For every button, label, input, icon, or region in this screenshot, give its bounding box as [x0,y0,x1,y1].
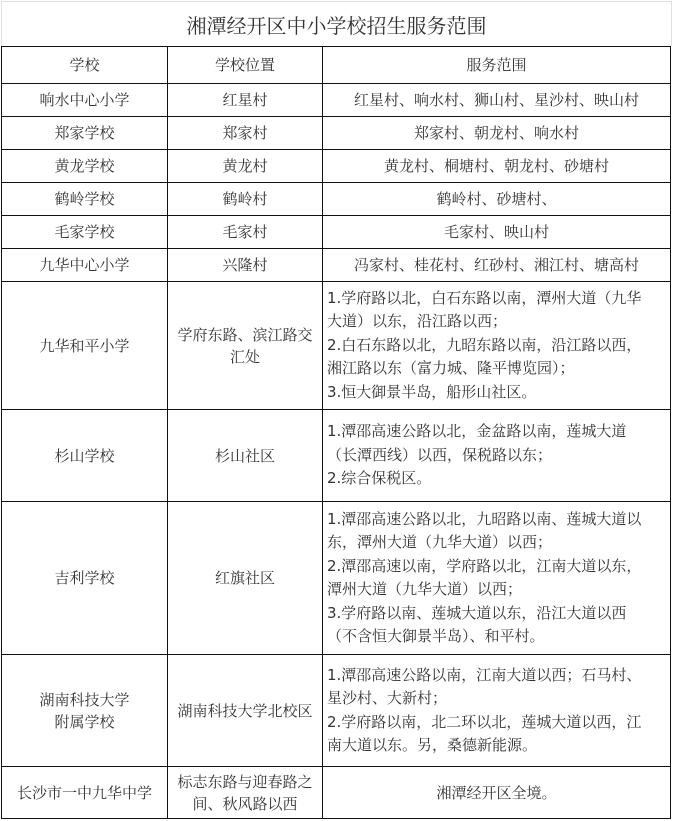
service-scope [323,502,671,655]
header-location: 学校位置 [168,47,323,84]
school-location: 杉山社区 [168,410,323,502]
school-location: 湖南科技大学北校区 [168,655,323,767]
table-row [2,216,671,249]
school-location: 兴隆村 [168,249,323,282]
school-name: 郑家学校 [2,117,168,150]
school-location: 鹤岭村 [168,183,323,216]
service-scope [323,410,671,502]
document-title: 湘潭经开区中小学校招生服务范围 [1,1,672,46]
scope-line: 湘江路以东（富力城、隆平博览园）； [327,359,575,378]
table-row [2,249,671,282]
service-scope: 冯家村、桂花村、红砂村、湘江村、塘高村 [323,249,671,282]
table-row [2,282,671,410]
scope-line: 2.学府路以南，北二环以北，莲城大道以西，江 [327,712,642,731]
scope-line: 2.潭邵高速以南，学府路以北，江南大道以东， [327,556,642,575]
service-scope: 黄龙村、桐塘村、朝龙村、砂塘村 [323,150,671,183]
scope-line: 东，潭州大道（九华大道）以西； [327,533,553,551]
service-scope: 湘潭经开区全境。 [323,767,671,819]
school-name: 鹤岭学校 [2,183,168,216]
school-location: 郑家村 [168,117,323,150]
service-scope [323,282,671,410]
table-row [2,84,671,117]
table-row [2,767,671,819]
header-school: 学校 [2,47,168,84]
school-name [2,655,168,767]
scope-line: 3.学府路以南、莲城大道以东，沿江大道以西 [327,603,627,622]
scope-line: 2.白石东路以北，九昭东路以南，沿江路以西， [327,335,642,354]
school-name-line: 附属学校 [54,712,115,731]
table-row [2,183,671,216]
service-scope: 鹤岭村、砂塘村、 [323,183,671,216]
service-scope: 郑家村、朝龙村、响水村 [323,117,671,150]
school-name: 黄龙学校 [2,150,168,183]
table-row [2,150,671,183]
scope-line: 2.综合保税区。 [327,469,432,488]
scope-line: 1.潭邵高速公路以北，金盆路以南，莲城大道 [327,422,627,441]
scope-line: 南大道以东。另，桑德新能源。 [327,736,538,754]
school-location: 红旗社区 [168,502,323,655]
table-header-row [2,47,671,84]
location-line: 间、秋风路以西 [192,794,298,813]
scope-line: 1.潭邵高速公路以北，九昭路以南、莲城大道以 [327,509,642,528]
scope-line: （长潭西线）以西，保税路以东； [327,445,553,464]
school-location: 学府东路、滨江路交汇处 [168,282,323,410]
school-name: 响水中心小学 [2,84,168,117]
scope-line: 大道）以东，沿江路以西； [327,312,508,331]
scope-line: 3.恒大御景半岛，船形山社区。 [327,382,537,401]
scope-line: 潭州大道（九华大道）以西； [327,580,523,598]
school-name: 吉利学校 [2,502,168,655]
service-scope [323,655,671,767]
table-row [2,410,671,502]
table-row [2,655,671,767]
school-name: 杉山学校 [2,410,168,502]
school-location: 黄龙村 [168,150,323,183]
enrollment-table [1,46,671,819]
scope-line: 1.潭邵高速公路以南，江南大道以西；石马村、 [327,665,642,684]
school-name: 九华和平小学 [2,282,168,410]
header-scope: 服务范围 [323,47,671,84]
service-scope: 红星村、响水村、狮山村、星沙村、映山村 [323,84,671,117]
school-name: 长沙市一中九华中学 [2,767,168,819]
location-line: 标志东路与迎春路之 [177,772,313,791]
school-name: 九华中心小学 [2,249,168,282]
table-row [2,117,671,150]
school-location [168,767,323,819]
school-location: 毛家村 [168,216,323,249]
school-name-line: 湖南科技大学 [39,690,130,709]
school-name: 毛家学校 [2,216,168,249]
scope-line: 1.学府路以北，白石东路以南，潭州大道（九华 [327,288,642,307]
scope-line: （不含恒大御景半岛）、和平村。 [327,627,545,645]
scope-line: 星沙村、大新村； [327,689,448,707]
school-location: 红星村 [168,84,323,117]
service-scope: 毛家村、映山村 [323,216,671,249]
table-row [2,502,671,655]
